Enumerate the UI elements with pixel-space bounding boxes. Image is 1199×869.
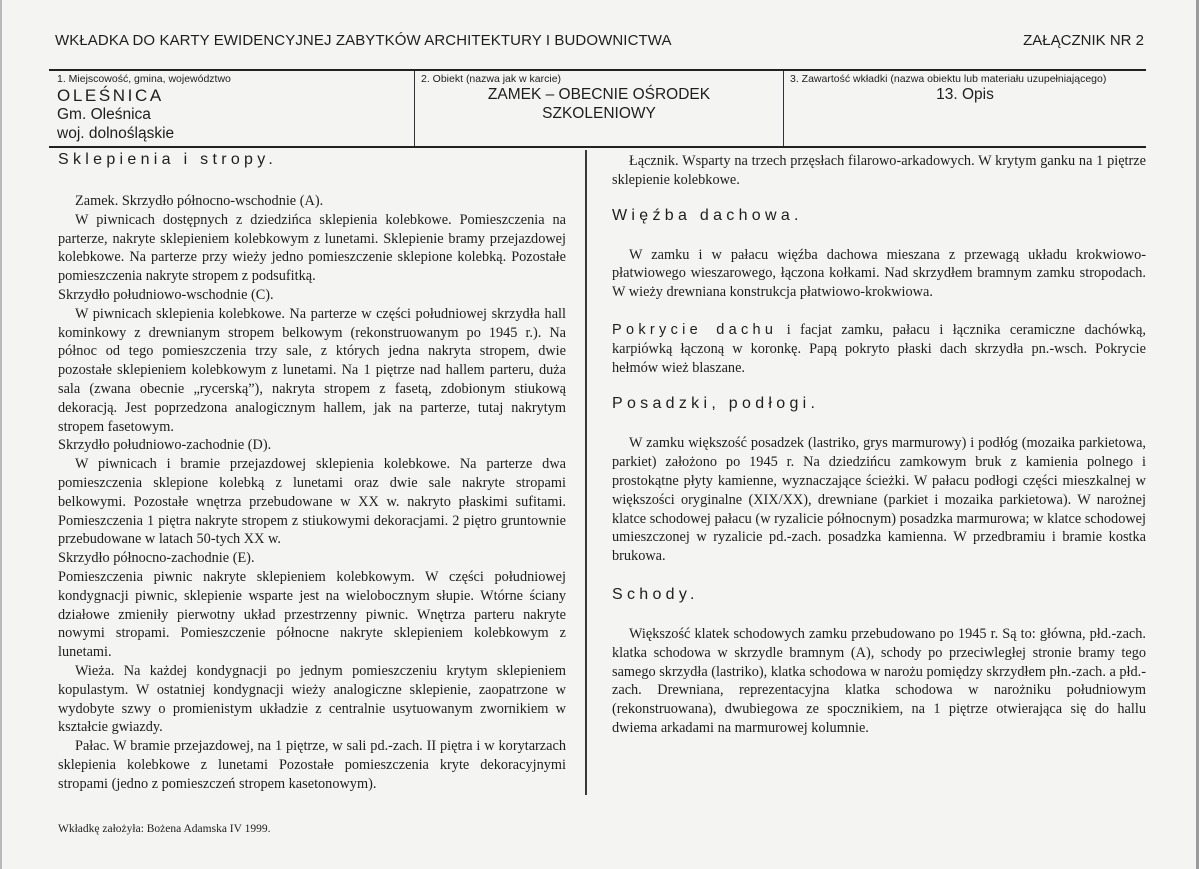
author-note: Wkładkę założyła: Bożena Adamska IV 1999.	[58, 823, 271, 835]
object-field	[414, 71, 783, 146]
paragraph: Skrzydło północno-zachodnie (E).	[58, 550, 255, 567]
form-title: WKŁADKA DO KARTY EWIDENCYJNEJ ZABYTKÓW ARCHITEKTURY I BUDOWNICTWA	[55, 32, 672, 49]
stairs-paragraph: Większość klatek schodowych zamku przebudowano po 1945 r. Są to: główna, płd.-zach. klatka schodowa w skrzydle bramnym (A), schody po przeciwległej stronie bramy tego samego skrzydła (lastriko), klatka schodowa w narożu pomiędzy skrzydłem płn.-zach. a płd.-zach. Drewniana, reprezentacyjna klatka schodowa w narożniku południowym (rekonstruowana), dwubiegowa ze spocznikiem, na 1 piętrze otwierająca się do hallu dwiema arkadami na marmurowej kolumnie.	[612, 625, 1146, 736]
paragraph: Pomieszczenia piwnic nakryte sklepieniem kolebkowym. W części południowej kondygnacji piwnic, sklepienie wsparte jest na wielobocznym słupie. Wtórne ściany działowe zmieniły pierwotny układ przestrzenny piwnic. Wnętrza parteru nakryte nowymi stropami. Pomieszczenie północne nakryte sklepieniem kolebkowym z lunetami.	[58, 568, 566, 661]
paragraph: W piwnicach i bramie przejazdowej sklepienia kolebkowe. Na parterze dwa pomieszczenia sklepione kolebką z lunetami oraz dwie sale nakryte stropami belkowymi. Pozostałe wnętrza przebudowane w XX w. nakryto płaskimi sufitami. Pomieszczenia 1 piętra nakryte stropem z stiukowymi dekoracjami. 2 piętro gruntownie przebudowane w latach 50-tych XX w.	[58, 456, 566, 548]
annex-number: ZAŁĄCZNIK NR 2	[1023, 32, 1144, 49]
section-heading-vaults: Sklepienia i stropy.	[58, 151, 278, 168]
section-heading-floors: Posadzki, podłogi.	[612, 395, 820, 413]
roof-truss-paragraph: W zamku i w pałacu więźba dachowa mieszana z przewagą układu krokwiowo-płatwiowego wieszarowego, łączona kołkami. Nad skrzydłem bramnym zamku stropodach. W wieży drewniana konstrukcja płatwiowo-krokwiowa.	[612, 246, 1146, 301]
paragraph: W piwnicach dostępnych z dziedzińca sklepienia kolebkowe. Pomieszczenia na parterze, nakryte sklepieniem kolebkowym z lunetami. Sklepienie bramy przejazdowej kolebkowe. Na parterze przy wieży jedno pomieszczenie sklepione kolebką. Pozostałe pomieszczenia nakryte stropem z podsufitką.	[58, 211, 566, 285]
commune-name: Gm. Oleśnica	[57, 106, 151, 123]
object-label: 2. Obiekt (nazwa jak w karcie)	[421, 73, 562, 85]
roof-covering-paragraph	[612, 321, 1146, 377]
contents-value: 13. Opis	[936, 86, 994, 103]
paragraph: Wieża. Na każdej kondygnacji po jednym pomieszczeniu krytym sklepieniem kopulastym. W ostatniej kondygnacji wieży analogiczne sklepienie, zaopatrzone w wydobyte szwy o promienistym układzie z centralnie usytuowanym zwornikiem w kształcie gwiazdy.	[58, 662, 566, 736]
voivodeship-name: woj. dolnośląskie	[57, 125, 175, 142]
contents-field	[783, 71, 1146, 146]
paragraph: Pałac. W bramie przejazdowej, na 1 piętrze, w sali pd.-zach. II piętra i w korytarzach sklepienia kolebkowe z lunetami Pozostałe pomieszczenia kryte dekoracyjnymi stropami (jedno z pomieszczeń stropem kasetonowym).	[58, 738, 566, 792]
paragraph: Skrzydło południowo-zachodnie (D).	[58, 437, 272, 454]
paragraph: Zamek. Skrzydło północno-wschodnie (A).	[75, 193, 324, 209]
location-field	[49, 71, 414, 146]
location-label: 1. Miejscowość, gmina, województwo	[57, 73, 231, 85]
connector-paragraph: Łącznik. Wsparty na trzech przęsłach filarowo-arkadowych. W krytym ganku na 1 piętrze sklepienie kolebkowe.	[612, 153, 1146, 188]
right-column	[612, 152, 1146, 738]
section-heading-stairs: Schody.	[612, 585, 699, 603]
paragraph: W piwnicach sklepienia kolebkowe. Na parterze w części południowej skrzydła hall kominkowy z drewnianym stropem belkowym (rekonstruowanym po 1945 r.). Na północ od tego pomieszczenia trzy sale, z których jedna nakryta stropem, dwie pozostałe sklepieniem kolebkowym z lunetami. Na 1 piętrze nad hallem parteru, duża sala (zwana obecnie „rycerską”), nakryta stropem z fasetą, zdobionym stiukową dekoracją. Jest poprzedzona analogicznym hallem, jak na parterze, tutaj nakrytym stropem fasetowym.	[58, 305, 566, 435]
object-name-line1: ZAMEK – OBECNIE OŚRODEK	[487, 86, 711, 103]
roof-covering-lead: Pokrycie dachu	[612, 321, 778, 338]
column-divider	[585, 150, 587, 795]
town-name: OLEŚNICA	[57, 86, 164, 105]
left-column	[58, 150, 566, 794]
contents-label: 3. Zawartość wkładki (nazwa obiektu lub materiału uzupełniającego)	[790, 73, 1107, 85]
paragraph: Skrzydło południowo-wschodnie (C).	[58, 286, 274, 303]
object-name-line2: SZKOLENIOWY	[542, 105, 656, 122]
section-heading-roof-truss: Więźba dachowa.	[612, 206, 803, 224]
floors-paragraph: W zamku większość posadzek (lastriko, grys marmurowy) i podłóg (mozaika parkietowa, parkiet) założono po 1945 r. Na dziedzińcu zamkowym bruk z kamienia polnego i prostokątne płyty kamienne, wyznaczające ścieżki. W pałacu podłogi części mieszkalnej w większości oryginalne (XIX/XX), drewniane (parkiet i mozaika parkietowa). W narożnej klatce schodowej pałacu (w ryzalicie północnym) posadzka marmurowa; w klatce schodowej umieszczonej w ryzalicie pd.-zach. posadzka kamienna. W przedbramiu i bramie kostka brukowa.	[612, 435, 1146, 565]
roof-covering-text: i facjat zamku, pałacu i łącznika ceramiczne dachówką, karpiówką łączoną w koronkę. Papą pokryto płaski dach skrzydła pn.-wsch. Pokrycie hełmów wież blaszane.	[612, 321, 1146, 376]
header-fields-table	[49, 69, 1146, 148]
